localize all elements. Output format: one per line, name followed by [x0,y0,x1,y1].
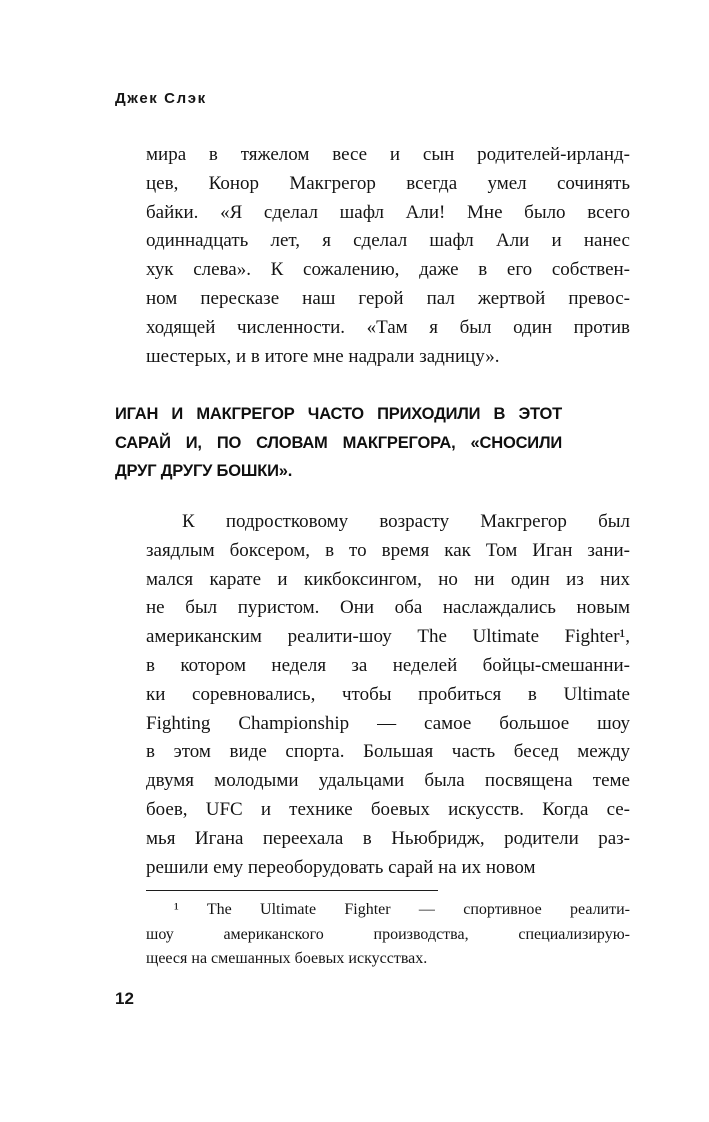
text-line: в этом виде спорта. Большая часть бесед между [146,741,630,763]
text-line: цев, Конор Макгрегор всегда умел сочинять [146,172,630,194]
text-line: не был пуристом. Они оба наслаждались новым [146,597,630,619]
text-line: байки. «Я сделал шафл Али! Мне было всего [146,201,630,223]
text-line: ИГАН И МАКГРЕГОР ЧАСТО ПРИХОДИЛИ В ЭТОТ [115,405,562,423]
text-line: ки соревновались, чтобы пробиться в Ultimate [146,683,630,705]
text-line: шестерых, и в итоге мне надрали задницу». [146,345,500,367]
text-line: ДРУГ ДРУГУ БОШКИ». [115,462,293,480]
text-line: одиннадцать лет, я сделал шафл Али и нанес [146,230,630,252]
footnote-divider [146,890,438,891]
text-line: К подростковому возрасту Макгрегор был [182,511,630,532]
text-line: ¹ The Ultimate Fighter — спортивное реалити- [174,901,630,918]
text-line: в котором неделя за неделей бойцы-смешанни- [146,654,630,676]
section-heading [115,400,562,486]
page-number: 12 [115,989,134,1008]
text-line: боев, UFC и технике боевых искусств. Когда се- [146,798,630,820]
text-line: мался карате и кикбоксингом, но ни один из них [146,568,630,590]
text-line: мира в тяжелом весе и сын родителей-ирланд- [146,144,630,165]
text-line: решили ему переоборудовать сарай на их новом [146,856,536,878]
text-line: мья Игана переехала в Ньюбридж, родители раз- [146,827,630,849]
text-line: Fighting Championship — самое большое шоу [146,712,630,734]
running-head: Джек Слэк [115,90,207,107]
text-line: ном пересказе наш герой пал жертвой превос- [146,287,630,309]
paragraph-1 [146,141,630,371]
text-line: ходящей численности. «Там я был один против [146,316,630,338]
text-line: САРАЙ И, ПО СЛОВАМ МАКГРЕГОРА, «СНОСИЛИ [115,433,562,452]
text-line: щееся на смешанных боевых искусствах. [146,950,428,968]
text-line: двумя молодыми удальцами была посвящена теме [146,770,630,792]
text-line: хук слева». К сожалению, даже в его собствен- [146,259,630,281]
text-line: заядлым боксером, в то время как Том Иган зани- [146,539,630,561]
paragraph-2 [146,508,630,882]
footnote [146,898,630,972]
text-line: американским реалити-шоу The Ultimate Fighter¹, [146,626,630,648]
text-line: шоу американского производства, специализирую- [146,925,630,943]
